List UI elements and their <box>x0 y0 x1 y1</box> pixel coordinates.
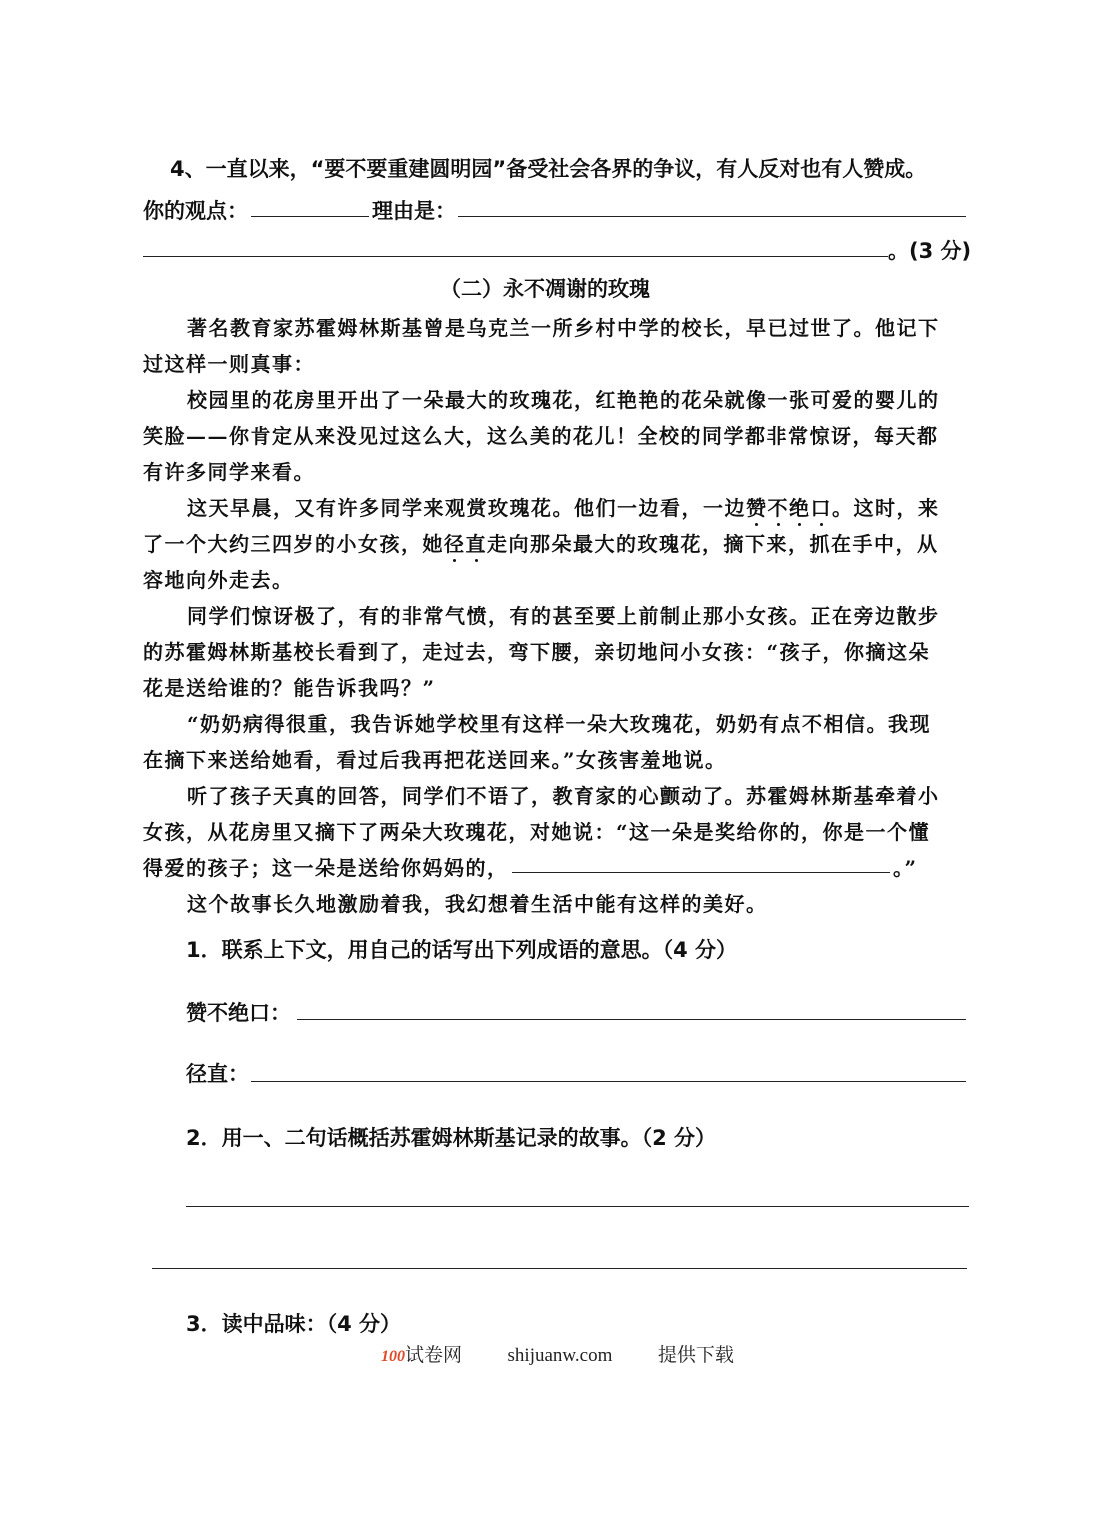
passage-p3-line1-a: 这天早晨，又有许多同学来观赏玫瑰花。他们一边看，一边 <box>187 496 746 520</box>
passage-p7-line1: 这个故事长久地激励着我，我幻想着生活中能有这样的美好。 <box>187 892 768 916</box>
q4-reason-answer-line-2[interactable] <box>143 256 888 257</box>
footer-site-url[interactable]: shijuanw.com <box>507 1345 613 1366</box>
passage-p5-line1: “奶奶病得很重，我告诉她学校里有这样一朵大玫瑰花，奶奶有点不相信。我现 <box>187 712 932 736</box>
question-2-answer-line-2[interactable] <box>152 1268 967 1269</box>
question-1a-label: 赞不绝口： <box>186 1001 291 1025</box>
question-2: 2．用一、二句话概括苏霍姆林斯基记录的故事。（2 分） <box>186 1126 717 1150</box>
p6-blank-line[interactable] <box>512 872 890 873</box>
footer <box>381 1340 734 1367</box>
emphasis-char: 赞 <box>746 496 768 520</box>
passage-p2-line3: 有许多同学来看。 <box>143 460 315 484</box>
passage-p2-line2: 笑脸——你肯定从来没见过这么大，这么美的花儿！全校的同学都非常惊讶，每天都 <box>143 424 939 448</box>
q4-view-answer-line[interactable] <box>251 216 369 217</box>
passage-p3-line2-b: 走向那朵最大的玫瑰花，摘下来，抓在手中，从 <box>487 532 939 556</box>
site-logo-icon: 100 <box>381 1348 405 1365</box>
passage-p1-line2: 过这样一则真事： <box>143 352 315 376</box>
question-1b-answer-line[interactable] <box>251 1081 966 1082</box>
q4-prompt: 4、一直以来，“要不要重建圆明园”备受社会各界的争议，有人反对也有人赞成。 <box>170 157 927 181</box>
passage-p6-line3-a: 得爱的孩子；这一朵是送给你妈妈的， <box>143 856 509 880</box>
question-1a-answer-line[interactable] <box>297 1019 966 1020</box>
passage-p4-line1: 同学们惊讶极了，有的非常气愤，有的甚至要上前制止那小女孩。正在旁边散步 <box>187 604 940 628</box>
q4-score: 。(3 分) <box>888 239 972 263</box>
footer-site-cn: 试卷网 <box>405 1345 463 1366</box>
footer-note: 提供下载 <box>657 1345 734 1366</box>
passage-p3-line2 <box>143 528 939 557</box>
passage-p3-line3: 容地向外走去。 <box>143 568 294 592</box>
emphasis-char: 径 <box>444 532 466 556</box>
passage-p5-line2: 在摘下来送给她看，看过后我再把花送回来。”女孩害羞地说。 <box>143 748 727 772</box>
passage-p3-line2-a: 了一个大约三四岁的小女孩，她 <box>143 532 444 556</box>
passage-p2-line1: 校园里的花房里开出了一朵最大的玫瑰花，红艳艳的花朵就像一张可爱的婴儿的 <box>187 388 940 412</box>
passage-p6-line3-b: 。” <box>893 856 918 880</box>
passage-p4-line3: 花是送给谁的？能告诉我吗？” <box>143 676 436 700</box>
q4-view-label: 你的观点： <box>143 199 248 223</box>
emphasis-char: 直 <box>465 532 487 556</box>
passage-p6-line1: 听了孩子天真的回答，同学们不语了，教育家的心颤动了。苏霍姆林斯基牵着小 <box>187 784 940 808</box>
passage-p3-line1-b: 。这时，来 <box>832 496 940 520</box>
q4-reason-label: 理由是： <box>372 199 456 223</box>
question-1b-label: 径直： <box>186 1062 249 1086</box>
passage-title: （二）永不凋谢的玫瑰 <box>440 277 650 301</box>
emphasis-char: 绝 <box>789 496 811 520</box>
emphasis-char: 口 <box>810 496 832 520</box>
q4-reason-answer-line[interactable] <box>458 216 966 217</box>
question-2-answer-line-1[interactable] <box>186 1206 969 1207</box>
question-3: 3．读中品味：（4 分） <box>186 1312 402 1336</box>
passage-p1-line1: 著名教育家苏霍姆林斯基曾是乌克兰一所乡村中学的校长，早已过世了。他记下 <box>187 316 940 340</box>
passage-p6-line2: 女孩，从花房里又摘下了两朵大玫瑰花，对她说：“这一朵是奖给你的，你是一个懂 <box>143 820 931 844</box>
passage-p3-line1 <box>187 492 940 521</box>
passage-p4-line2: 的苏霍姆林斯基校长看到了，走过去，弯下腰，亲切地问小女孩：“孩子，你摘这朵 <box>143 640 931 664</box>
emphasis-char: 不 <box>767 496 789 520</box>
question-1: 1．联系上下文，用自己的话写出下列成语的意思。（4 分） <box>186 938 738 962</box>
